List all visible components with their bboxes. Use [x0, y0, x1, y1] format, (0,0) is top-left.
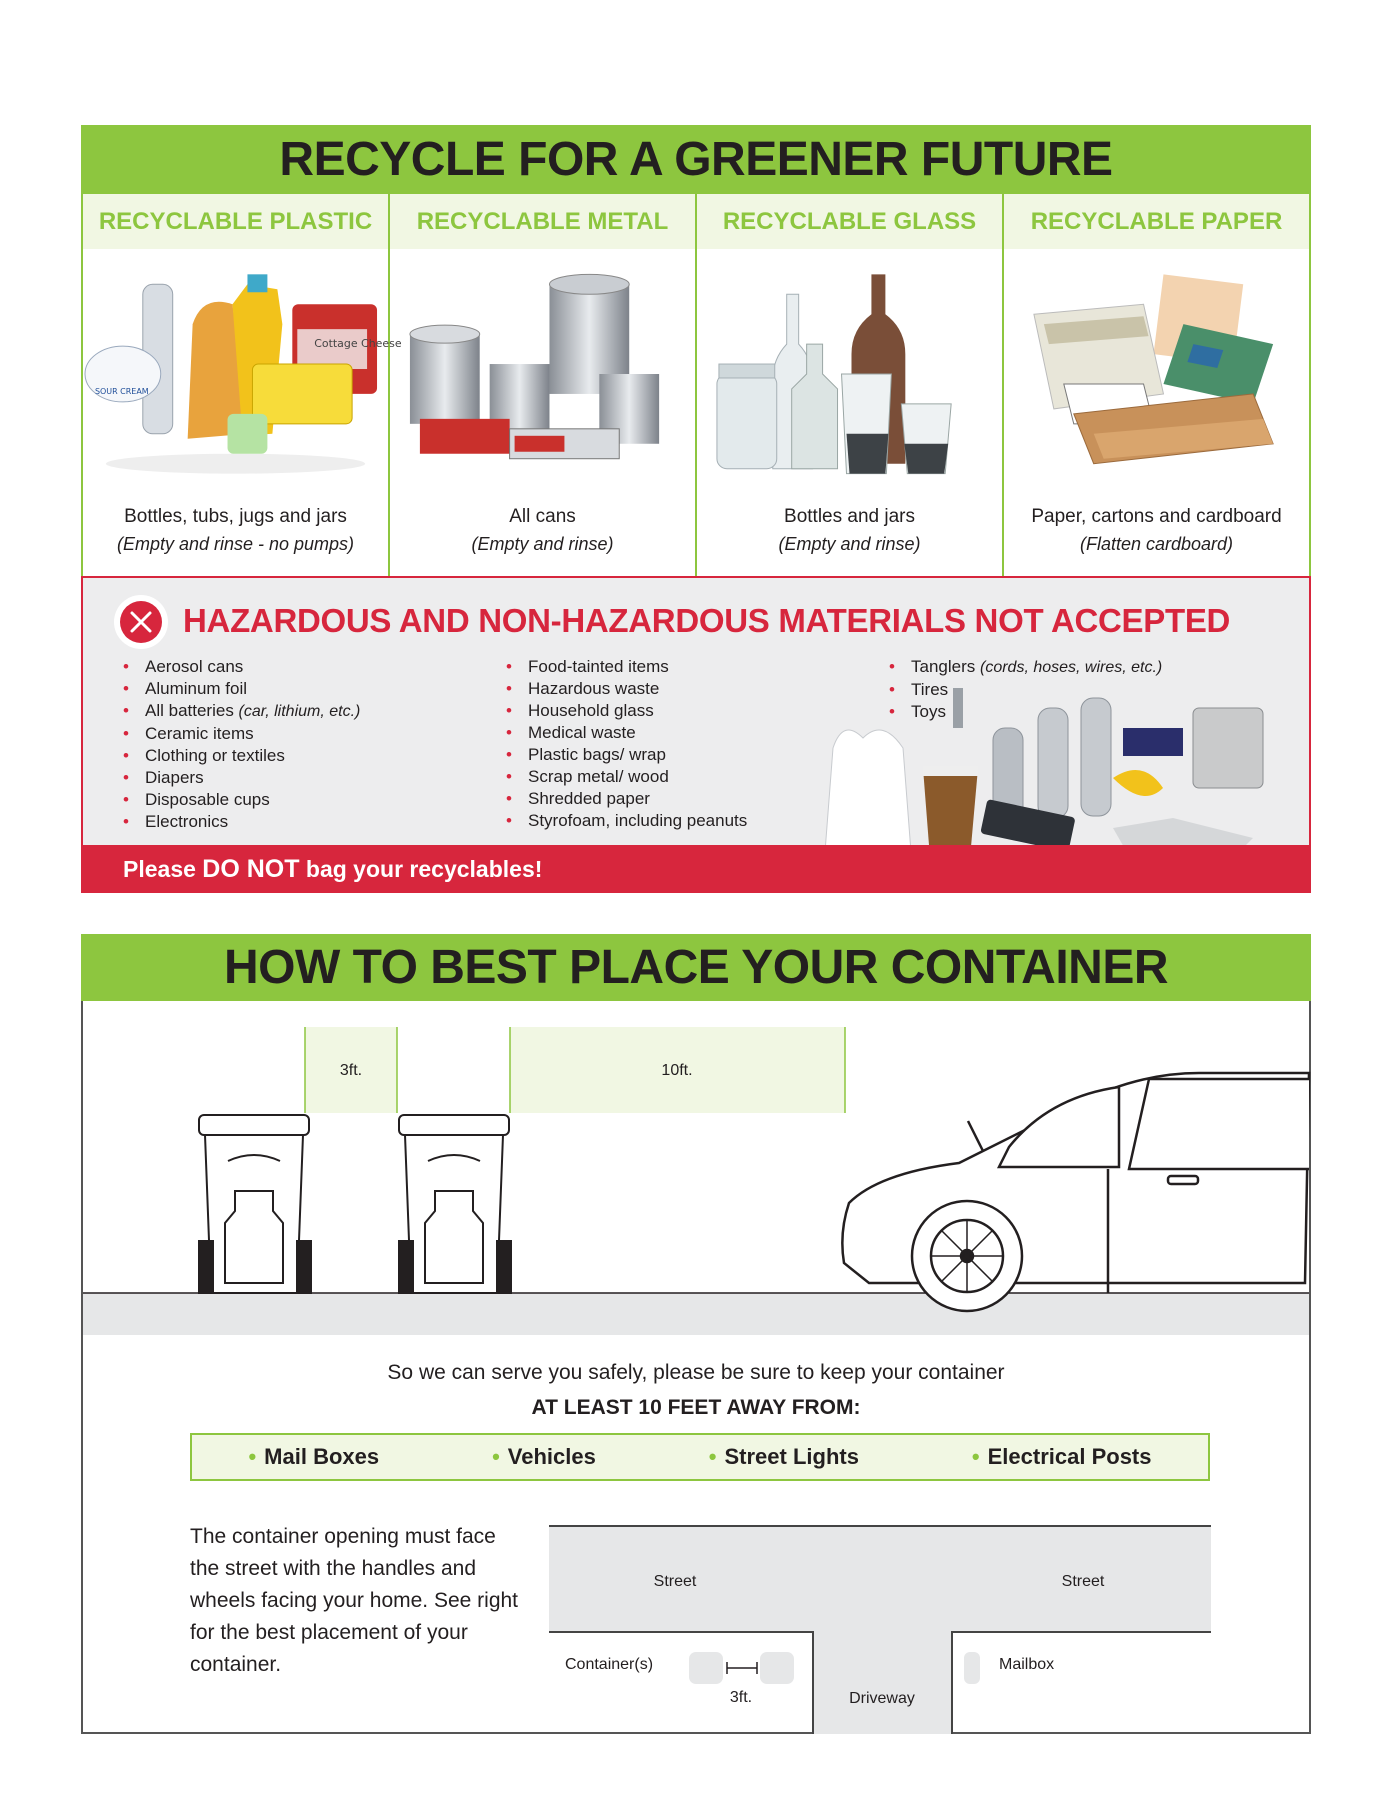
category-caption: Paper, cartons and cardboard — [1031, 506, 1282, 527]
street-label: Street — [653, 1573, 697, 1590]
list-item: • Household glass — [506, 700, 747, 722]
do-not-bag-banner: Please DO NOT bag your recyclables! — [81, 845, 1311, 893]
keep-away-item: • Street Lights — [708, 1444, 859, 1469]
not-accepted-list-1 — [123, 656, 360, 833]
placement-title: HOW TO BEST PLACE YOUR CONTAINER — [81, 934, 1311, 1001]
category-heading: RECYCLABLE GLASS — [697, 194, 1002, 249]
mailbox-label: Mailbox — [999, 1656, 1055, 1673]
list-item: • Toys — [889, 701, 1162, 723]
containers-label: Container(s) — [565, 1656, 654, 1673]
list-item: • Aluminum foil — [123, 678, 360, 700]
placement-plan-diagram — [549, 1526, 1211, 1734]
plastic-containers-image — [83, 264, 402, 484]
list-item: • Diapers — [123, 767, 360, 789]
car-icon — [842, 1073, 1309, 1311]
list-item: • Disposable cups — [123, 789, 360, 811]
category-caption: Bottles and jars — [784, 506, 915, 527]
placement-panel — [81, 1001, 1311, 1734]
driveway-label: Driveway — [849, 1690, 915, 1707]
list-item: • Shredded paper — [506, 788, 747, 810]
list-item: • Scrap metal/ wood — [506, 766, 747, 788]
paper-cardboard-image — [1004, 264, 1309, 484]
distance-requirement: AT LEAST 10 FEET AWAY FROM: — [531, 1396, 861, 1419]
list-item: • Medical waste — [506, 722, 747, 744]
category-glass — [697, 194, 1004, 576]
category-heading: RECYCLABLE PLASTIC — [83, 194, 388, 249]
category-heading: RECYCLABLE PAPER — [1004, 194, 1309, 249]
keep-away-item: • Electrical Posts — [971, 1444, 1152, 1469]
cottage-cheese-label: Cottage Cheese — [314, 337, 402, 351]
list-item: • Clothing or textiles — [123, 745, 360, 767]
category-plastic — [83, 194, 402, 576]
category-metal — [390, 194, 697, 576]
category-note: (Empty and rinse - no pumps) — [116, 534, 355, 554]
not-accepted-list-2 — [506, 656, 747, 832]
recyclables-grid — [81, 194, 1311, 576]
keep-away-item: • Mail Boxes — [248, 1444, 380, 1469]
metal-cans-image — [390, 264, 695, 484]
list-item: • Aerosol cans — [123, 656, 360, 678]
category-heading: RECYCLABLE METAL — [390, 194, 695, 249]
keep-away-list — [190, 1433, 1210, 1481]
list-item: • Ceramic items — [123, 723, 360, 745]
street-label: Street — [1061, 1573, 1105, 1590]
gap-label-10ft: 10ft. — [661, 1062, 693, 1079]
safety-message: So we can serve you safely, please be sure to keep your container — [387, 1361, 1005, 1384]
list-item: • Tanglers (cords, hoses, wires, etc.) — [889, 656, 1162, 679]
not-accepted-title: HAZARDOUS AND NON-HAZARDOUS MATERIALS NOT ACCEPTED — [183, 602, 1231, 639]
trash-bin-icon — [399, 1115, 511, 1293]
trash-bin-icon — [199, 1115, 311, 1293]
category-note: (Empty and rinse) — [778, 534, 921, 554]
list-item: • Plastic bags/ wrap — [506, 744, 747, 766]
list-item: • Tires — [889, 679, 1162, 701]
list-item: • Food-tainted items — [506, 656, 747, 678]
list-item: • Electronics — [123, 811, 360, 833]
list-item: • Hazardous waste — [506, 678, 747, 700]
category-caption: All cans — [509, 506, 576, 527]
category-caption: Bottles, tubs, jugs and jars — [124, 506, 347, 527]
category-note: (Empty and rinse) — [471, 534, 614, 554]
x-circle-icon — [113, 594, 169, 650]
recycle-title: RECYCLE FOR A GREENER FUTURE — [81, 125, 1311, 194]
category-paper — [1004, 194, 1309, 576]
list-item: • Styrofoam, including peanuts — [506, 810, 747, 832]
gap-label-plan: 3ft. — [729, 1689, 753, 1706]
container-spacing-diagram — [83, 1001, 1309, 1335]
placement-instructions: The container opening must face the street with the handles and wheels facing your home. See right for the best placement of your container. — [190, 1525, 519, 1676]
keep-away-item: • Vehicles — [492, 1444, 596, 1469]
glass-bottles-image — [697, 264, 1002, 484]
sour-cream-label: SOUR CREAM — [94, 386, 149, 396]
category-note: (Flatten cardboard) — [1079, 534, 1234, 554]
list-item: • All batteries (car, lithium, etc.) — [123, 700, 360, 723]
gap-label-3ft: 3ft. — [339, 1062, 363, 1079]
